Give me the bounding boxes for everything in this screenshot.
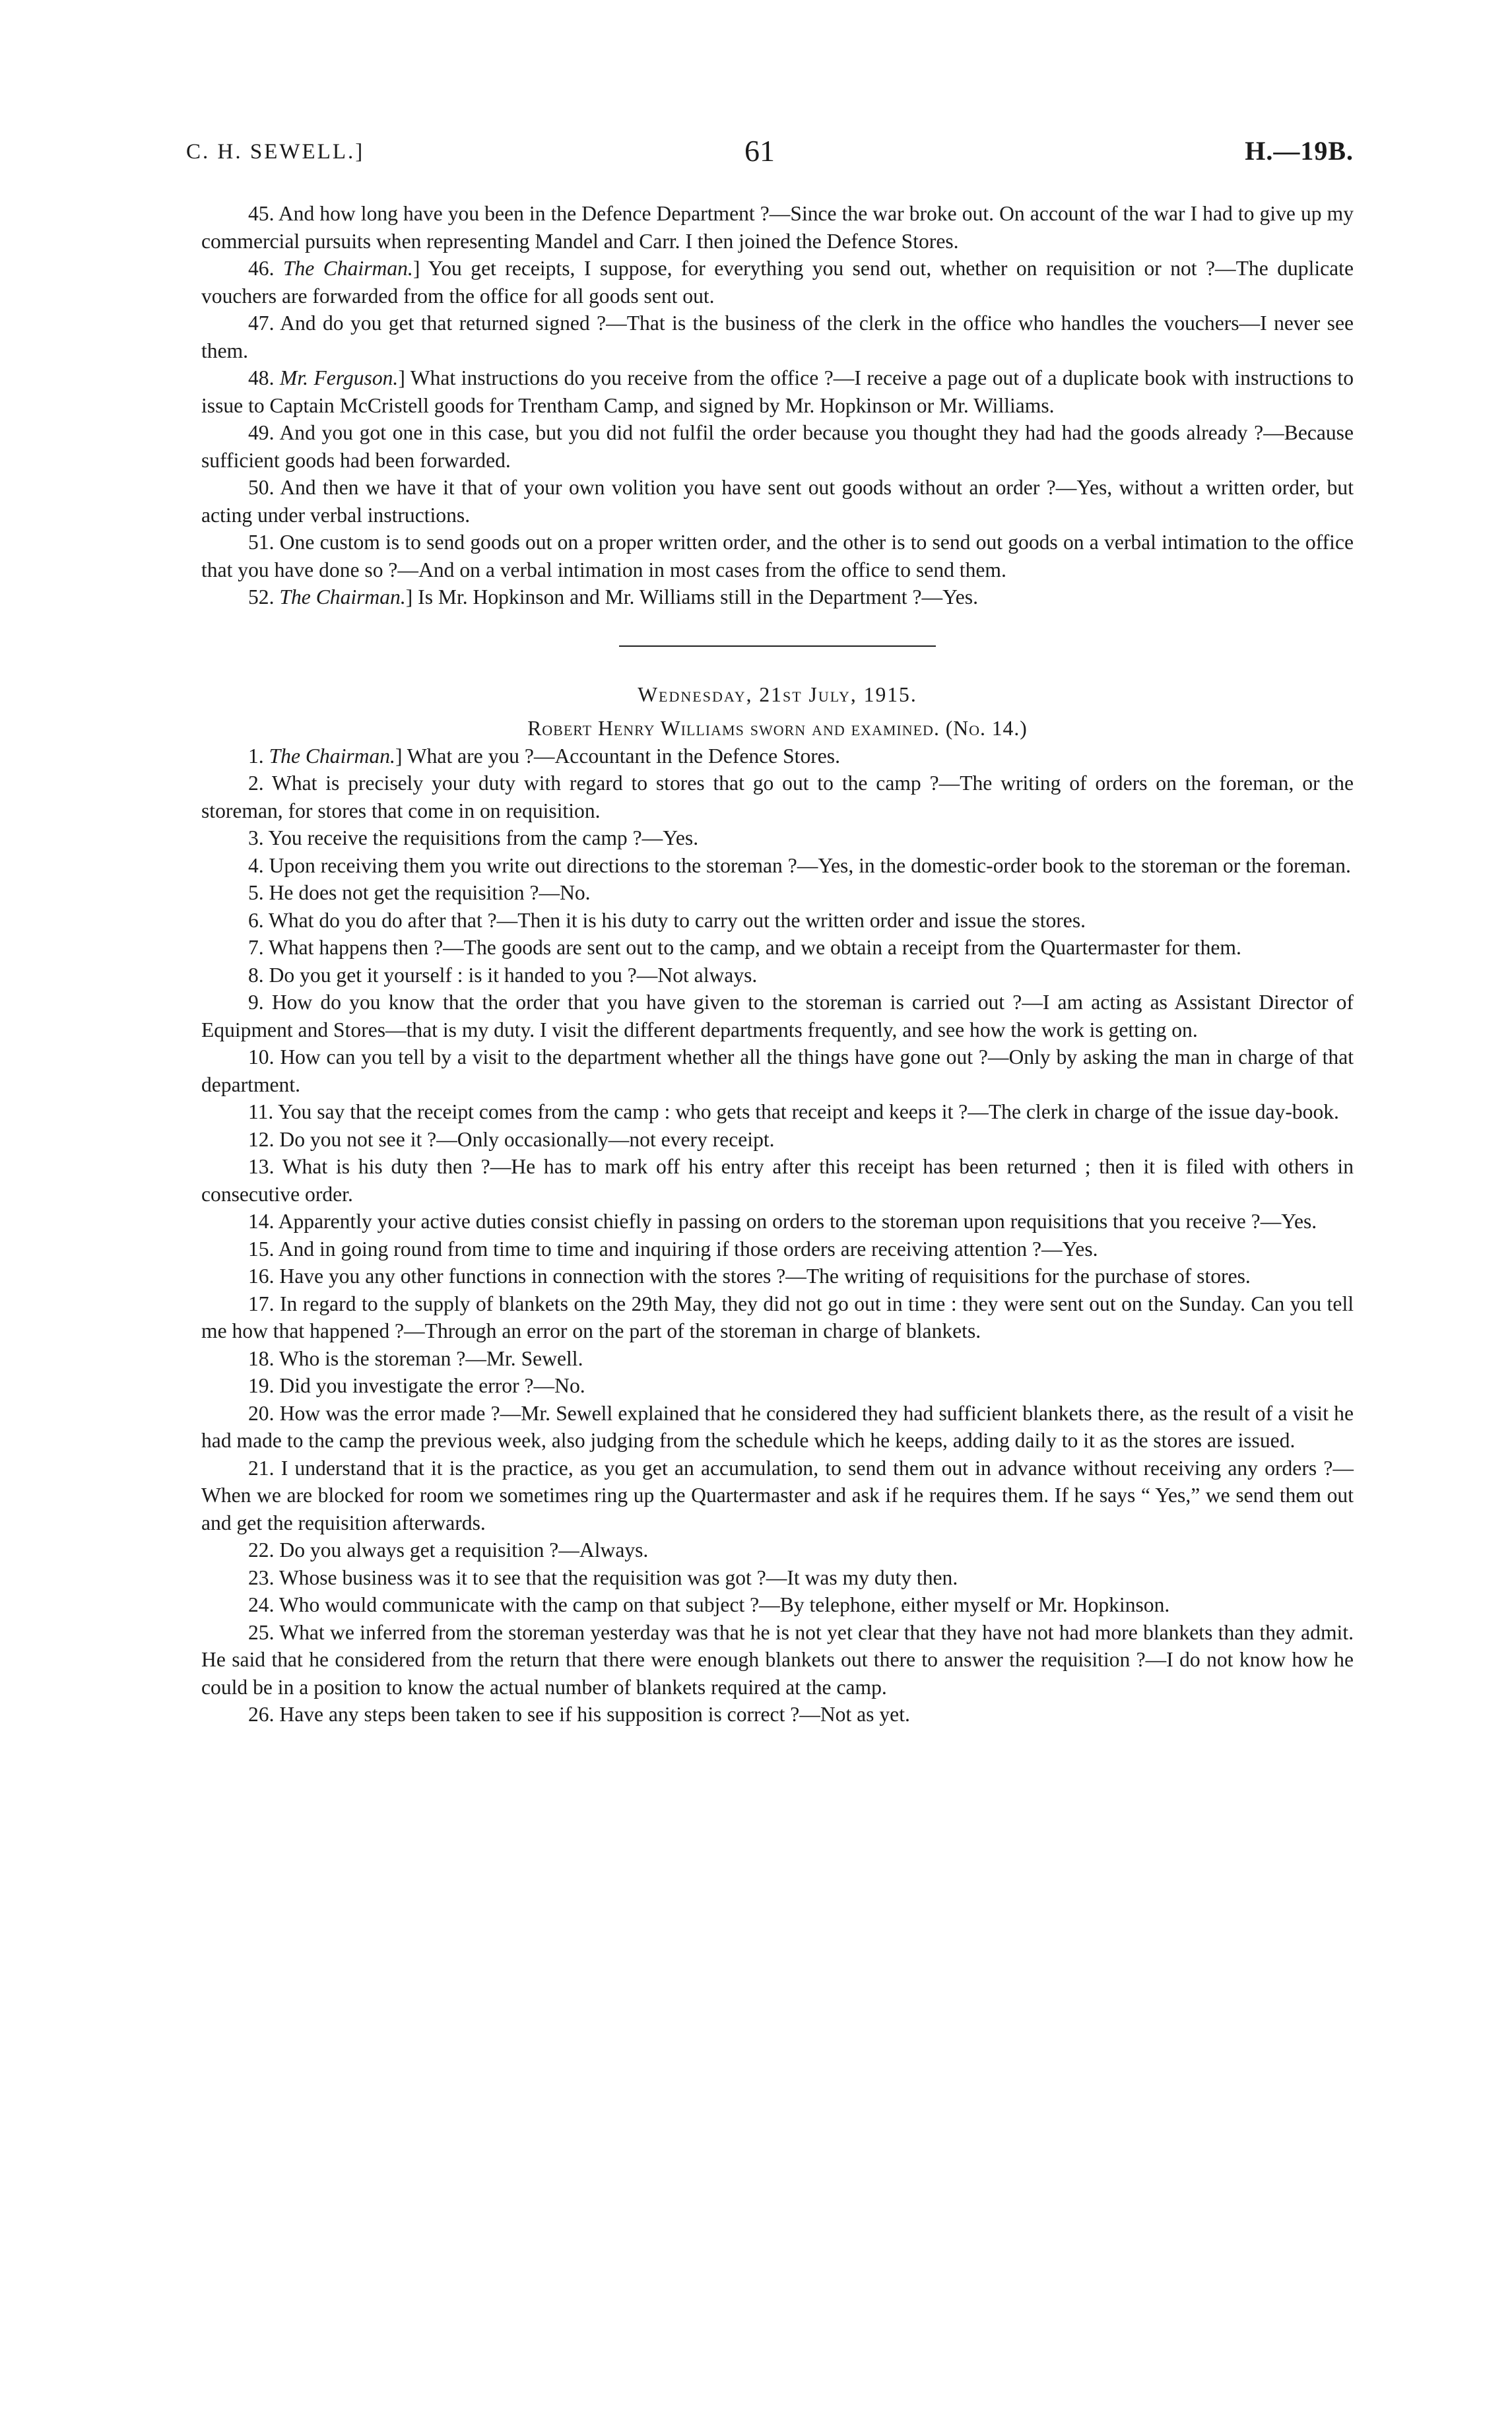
question-number: 5. <box>248 881 264 904</box>
question-number: 52. <box>248 585 275 608</box>
question-number: 10. <box>248 1045 275 1068</box>
question-text: How do you know that the order that you have given to the storeman is carried out ?—I am acting as Assistant Director of Equipment and Stores—that is my duty. I visit the different departments frequently, and see how the work is getting on. <box>201 991 1354 1041</box>
question-text: How was the error made ?—Mr. Sewell explained that he considered they had sufficient blankets there, as the result of a visit he had made to the camp the previous week, also judging from the schedule which he keeps, adding daily to it as the stores are issued. <box>201 1401 1354 1452</box>
evidence-part-1 <box>201 200 1354 611</box>
question-number: 49. <box>248 421 275 444</box>
evidence-text <box>201 200 1354 1728</box>
question-answer <box>201 1536 1354 1564</box>
question-text: What do you do after that ?—Then it is his duty to carry out the written order and issue the stores. <box>269 908 1086 932</box>
question-answer <box>201 1126 1354 1154</box>
question-answer <box>201 364 1354 419</box>
question-text: What is his duty then ?—He has to mark off his entry after this receipt has been returned ; then it is filed with others in consecutive order. <box>201 1155 1354 1206</box>
question-text: Who is the storeman ?—Mr. Sewell. <box>279 1346 583 1370</box>
question-text: And you got one in this case, but you did not fulfil the order because you thought they had had the goods already ?—Because sufficient goods had been forwarded. <box>201 421 1354 472</box>
question-text: And how long have you been in the Defence Department ?—Since the war broke out. On account of the war I had to give up my commercial pursuits when representing Mandel and Carr. I then joined the Defence Stores. <box>201 202 1354 253</box>
question-number: 16. <box>248 1265 275 1288</box>
question-text: You receive the requisitions from the camp ?—Yes. <box>268 826 699 849</box>
question-number: 48. <box>248 366 275 389</box>
question-answer <box>201 1455 1354 1537</box>
question-answer <box>201 1400 1354 1455</box>
question-text: Apparently your active duties consist chiefly in passing on orders to the storeman upon requisitions that you receive ?—Yes. <box>278 1210 1317 1233</box>
question-number: 6. <box>248 908 264 932</box>
question-answer <box>201 934 1354 962</box>
evidence-part-2 <box>201 742 1354 1728</box>
section-divider <box>619 645 936 647</box>
witness-heading: Robert Henry Williams sworn and examined. (No. 14.) <box>527 717 1028 740</box>
question-number: 11. <box>248 1100 274 1123</box>
running-head-witness: C. H. SEWELL.] <box>186 140 365 164</box>
question-answer <box>201 310 1354 364</box>
question-text: How can you tell by a visit to the department whether all the things have gone out ?—Only by asking the man in charge of that department. <box>201 1045 1354 1096</box>
question-number: 14. <box>248 1210 275 1233</box>
question-number: 23. <box>248 1565 275 1589</box>
question-answer <box>201 962 1354 989</box>
question-number: 2. <box>248 772 264 795</box>
question-number: 19. <box>248 1374 275 1397</box>
question-text: And do you get that returned signed ?—That is the business of the clerk in the office who handles the vouchers—I never see them. <box>201 312 1354 362</box>
question-text: What is precisely your duty with regard to stores that go out to the camp ?—The writing of orders on the foreman, or the storeman, for stores that come in on requisition. <box>201 772 1354 822</box>
question-text: In regard to the supply of blankets on the 29th May, they did not go out in time : they were sent out on the Sunday. Can you tell me how that happened ?—Through an error on the part of the storeman in charge of blankets. <box>201 1292 1354 1342</box>
question-number: 1. <box>248 744 264 768</box>
question-answer <box>201 824 1354 852</box>
speaker-name: The Chairman. <box>279 585 406 608</box>
question-answer <box>201 1263 1354 1290</box>
question-number: 46. <box>248 257 275 280</box>
question-number: 13. <box>248 1155 275 1178</box>
question-answer <box>201 1098 1354 1126</box>
question-answer <box>201 1208 1354 1235</box>
question-number: 24. <box>248 1593 275 1616</box>
question-text: ] Is Mr. Hopkinson and Mr. Williams still in the Department ?—Yes. <box>405 585 978 608</box>
question-answer <box>201 879 1354 907</box>
question-number: 15. <box>248 1237 275 1261</box>
question-answer <box>201 1591 1354 1619</box>
question-number: 9. <box>248 991 264 1014</box>
document-reference: H.—19B. <box>1245 136 1354 166</box>
question-answer <box>201 583 1354 611</box>
question-number: 18. <box>248 1346 275 1370</box>
question-number: 8. <box>248 963 264 987</box>
question-number: 50. <box>248 476 275 499</box>
session-date: Wednesday, 21st July, 1915. <box>638 682 917 706</box>
question-answer <box>201 474 1354 529</box>
question-text: What we inferred from the storeman yesterday was that he is not yet clear that they have not had more blankets than they admit. He said that he considered from the return that there were enough blankets out there to answer the requisition ?—I do not know how he could be in a position to know the actual number of blankets required at the camp. <box>201 1620 1354 1699</box>
question-answer <box>201 1153 1354 1208</box>
question-answer <box>201 1564 1354 1592</box>
question-number: 25. <box>248 1620 275 1644</box>
question-text: And in going round from time to time and inquiring if those orders are receiving attention ?—Yes. <box>278 1237 1098 1261</box>
question-text: You say that the receipt comes from the camp : who gets that receipt and keeps it ?—The clerk in charge of the issue day-book. <box>278 1100 1339 1123</box>
question-answer <box>201 989 1354 1043</box>
question-answer <box>201 1345 1354 1373</box>
question-text: Do you get it yourself : is it handed to you ?—Not always. <box>269 963 758 987</box>
question-text: ] What instructions do you receive from the office ?—I receive a page out of a duplicate book with instructions to issue to Captain McCristell goods for Trentham Camp, and signed by Mr. Hopkinson or Mr. Williams. <box>201 366 1354 417</box>
question-answer <box>201 770 1354 824</box>
question-text: He does not get the requisition ?—No. <box>269 881 591 904</box>
speaker-name: The Chairman. <box>269 744 395 768</box>
question-answer <box>201 200 1354 255</box>
question-answer <box>201 1290 1354 1345</box>
question-answer <box>201 1372 1354 1400</box>
question-number: 26. <box>248 1703 275 1726</box>
speaker-name: The Chairman. <box>282 257 413 280</box>
question-number: 20. <box>248 1401 275 1425</box>
question-number: 4. <box>248 853 264 877</box>
question-answer <box>201 1235 1354 1263</box>
question-text: Who would communicate with the camp on that subject ?—By telephone, either myself or Mr. Hopkinson. <box>279 1593 1170 1616</box>
question-number: 12. <box>248 1127 275 1151</box>
question-text: Do you not see it ?—Only occasionally—not every receipt. <box>279 1127 775 1151</box>
question-text: Did you investigate the error ?—No. <box>279 1374 585 1397</box>
question-text: And then we have it that of your own volition you have sent out goods without an order ?—Yes, without a written order, but acting under verbal instructions. <box>201 476 1354 527</box>
question-answer <box>201 907 1354 935</box>
question-text: Have you any other functions in connection with the stores ?—The writing of requisitions for the purchase of stores. <box>279 1265 1251 1288</box>
question-answer <box>201 255 1354 310</box>
question-answer <box>201 1701 1354 1728</box>
question-text: Have any steps been taken to see if his supposition is correct ?—Not as yet. <box>279 1703 910 1726</box>
question-answer <box>201 419 1354 474</box>
question-text: Do you always get a requisition ?—Always. <box>279 1538 649 1561</box>
question-text: ] What are you ?—Accountant in the Defence Stores. <box>395 744 840 768</box>
speaker-name: Mr. Ferguson. <box>280 366 399 389</box>
question-number: 21. <box>248 1456 275 1480</box>
question-text: Upon receiving them you write out directions to the storeman ?—Yes, in the domestic-order book to the storeman or the foreman. <box>269 853 1351 877</box>
question-number: 51. <box>248 531 275 554</box>
question-answer <box>201 1619 1354 1701</box>
question-number: 22. <box>248 1538 275 1561</box>
question-text: I understand that it is the practice, as you get an accumulation, to send them out in advance without receiving any orders ?—When we are blocked for room we sometimes ring up the Quartermaster and ask if he requires them. If he says “ Yes,” we send them out and get the requisition afterwards. <box>201 1456 1354 1534</box>
question-text: ] You get receipts, I suppose, for everything you send out, whether on requisition or not ?—The duplicate vouchers are forwarded from the office for all goods sent out. <box>201 257 1354 308</box>
question-number: 17. <box>248 1292 275 1315</box>
question-number: 45. <box>248 202 275 225</box>
question-text: Whose business was it to see that the requisition was got ?—It was my duty then. <box>279 1565 958 1589</box>
question-text: What happens then ?—The goods are sent out to the camp, and we obtain a receipt from the Quartermaster for them. <box>269 936 1241 959</box>
question-text: One custom is to send goods out on a proper written order, and the other is to send out goods on a verbal intimation to the office that you have done so ?—And on a verbal intimation in most cases from the office to send them. <box>201 531 1354 581</box>
question-number: 3. <box>248 826 264 849</box>
page-number: 61 <box>744 134 775 168</box>
question-answer <box>201 1043 1354 1098</box>
question-number: 7. <box>248 936 264 959</box>
question-answer <box>201 742 1354 770</box>
question-answer <box>201 852 1354 880</box>
question-number: 47. <box>248 312 275 335</box>
question-answer <box>201 529 1354 583</box>
